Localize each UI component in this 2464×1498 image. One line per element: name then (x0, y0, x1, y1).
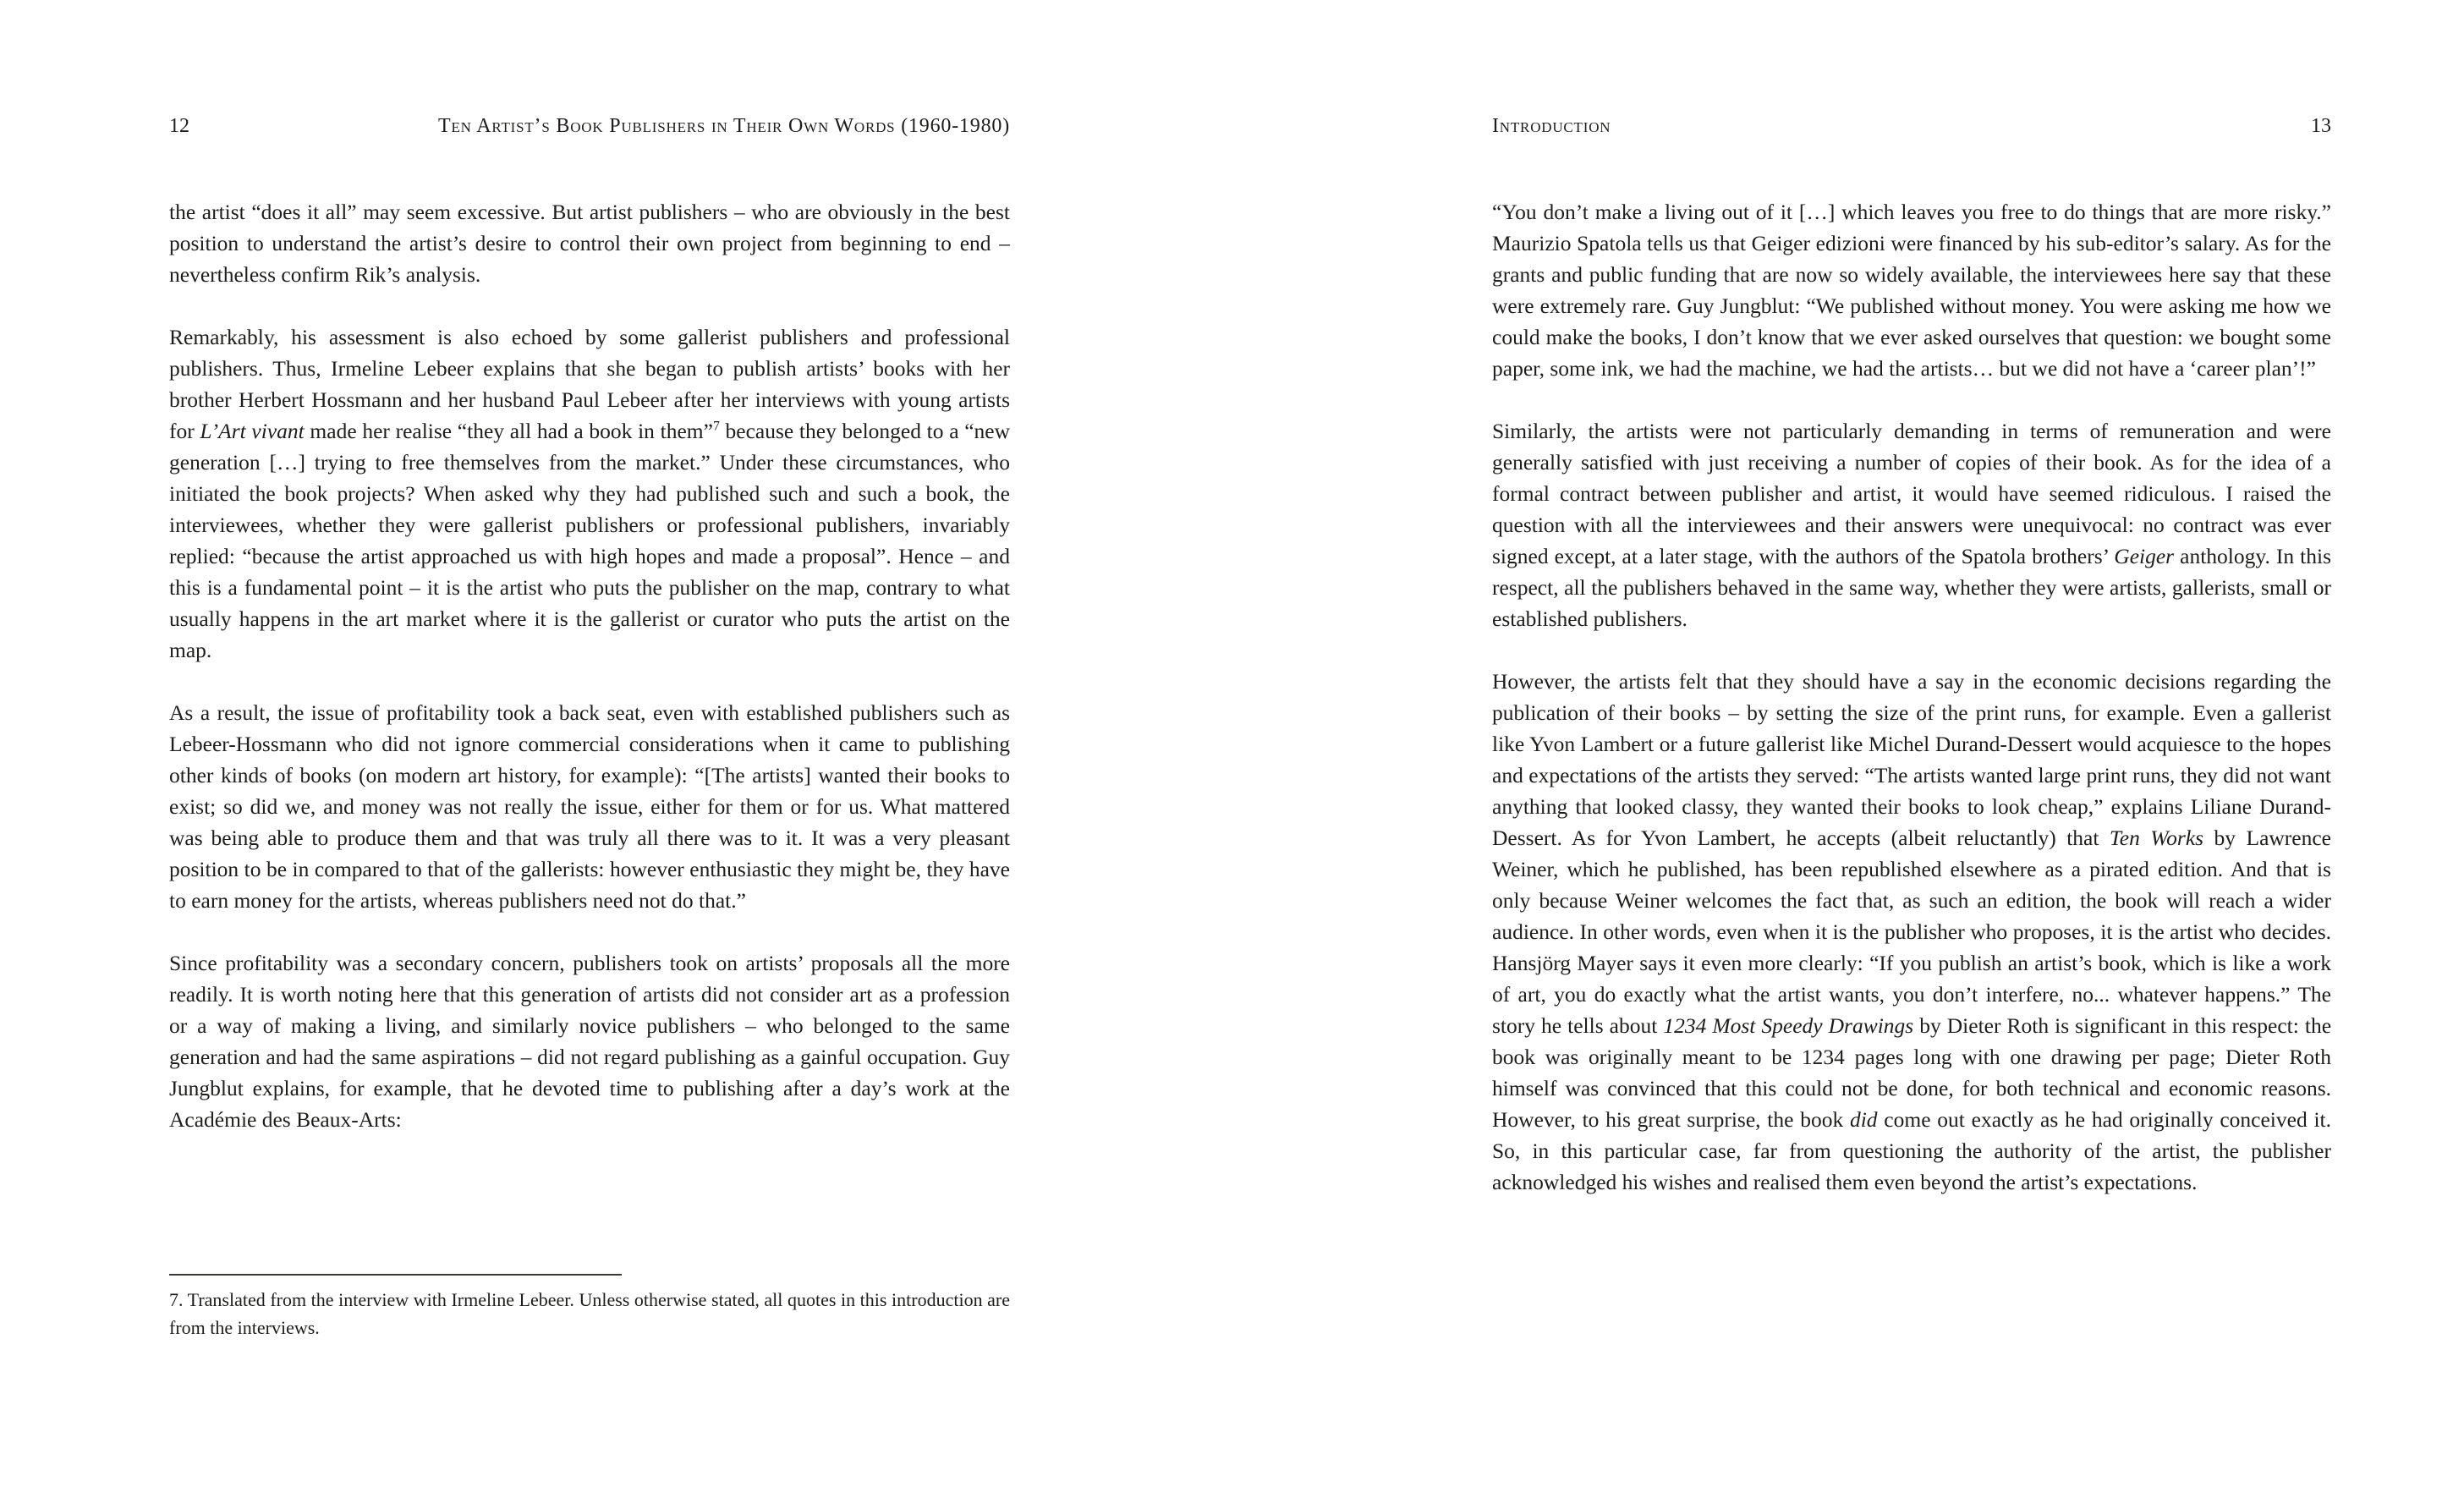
text-run: by Dieter Roth is significant in this respect: the book was originally meant to be 1234 pages long with one drawing per page; Dieter Roth himself was convinced that this could not be done, for both technical and economic reasons. However, to his great surprise, the book (1492, 1013, 2332, 1132)
paragraph (169, 321, 1010, 666)
page-number-right: 13 (2311, 115, 2331, 137)
paragraph (169, 947, 1010, 1135)
text-run: Since profitability was a secondary concern, publishers took on artists’ proposals all the more readily. It is worth noting here that this generation of artists did not consider art as a profession or a way of making a living, and similarly novice publishers – who belonged to the same generation and had the same aspirations – did not regard publishing as a gainful occupation. Guy Jungblut explains, for example, that he devoted time to publishing after a day’s work at the Académie des Beaux-Arts: (169, 951, 1010, 1132)
italic-text-run: 1234 Most Speedy Drawings (1663, 1013, 1914, 1038)
text-run: Similarly, the artists were not particularly demanding in terms of remuneration and were generally satisfied with just receiving a number of copies of their book. As for the idea of a formal contract between publisher and artist, it would have seemed ridiculous. I raised the question with all the interviewees and their answers were unequivocal: no contract was ever signed except, at a later stage, with the authors of the Spatola brothers’ (1492, 419, 2331, 568)
left-page-header (169, 113, 1010, 139)
paragraph (1492, 196, 2331, 384)
text-run: 7. Translated from the interview with Irmeline Lebeer. Unless otherwise stated, all quotes in this introduction are from the interviews. (169, 1289, 1010, 1338)
italic-text-run: did (1849, 1107, 1878, 1132)
text-run: As a result, the issue of profitability took a back seat, even with established publishers such as Lebeer-Hossmann who did not ignore commercial considerations when it came to publishing other kinds of books (on modern art history, for example): “[The artists] wanted their books to exist; so did we, and money was not really the issue, either for them or for us. What mattered was being able to produce them and that was truly all there was to it. It was a very pleasant position to be in compared to that of the gallerists: however enthusiastic they might be, they have to earn money for the artists, whereas publishers need not do that.” (169, 700, 1010, 913)
running-head-left: Ten Artist’s Book Publishers in Their Own Words (1960-1980) (438, 115, 1010, 137)
left-page-body (169, 196, 1010, 1135)
left-page (169, 0, 1010, 1498)
text-run: anthology. In this respect, all the publishers behaved in the same way, whether they were artists, gallerists, small or established publishers. (1492, 544, 2331, 631)
text-run: “You don’t make a living out of it […] which leaves you free to do things that are more risky.” Maurizio Spatola tells us that Geiger edizioni were financed by his sub-editor’s salary. As for the grants and public funding that are now so widely available, the interviewees here say that these were extremely rare. Guy Jungblut: “We published without money. You were asking me how we could make the books, I don’t know that we ever asked ourselves that question: we bought some paper, some ink, we had the machine, we had the artists… but we did not have a ‘career plan’!” (1492, 200, 2331, 381)
right-page-body (1492, 196, 2331, 1198)
footnote-rule (169, 1274, 622, 1276)
text-run: come out exactly as he had originally conceived it. So, in this particular case, far from questioning the authority of the artist, the publisher acknowledged his wishes and realised them even beyond the artist’s expectations. (1492, 1107, 2331, 1194)
paragraph (1492, 666, 2331, 1198)
page-number-left: 12 (169, 115, 189, 137)
footnote-block (169, 1274, 1010, 1342)
text-run: However, the artists felt that they should have a say in the economic decisions regarding the publication of their books – by setting the size of the print runs, for example. Even a gallerist like Yvon Lambert or a future gallerist like Michel Durand-Dessert would acquiesce to the hopes and expectations of the artists they served: “The artists wanted large print runs, they did not want anything that looked classy, they wanted their books to look cheap,” explains Liliane Durand-Dessert. As for Yvon Lambert, he accepts (albeit reluctantly) that (1492, 669, 2331, 850)
italic-text-run: Ten Works (2109, 826, 2204, 850)
right-page-header (1492, 113, 2331, 139)
running-head-right: Introduction (1492, 115, 1611, 137)
paragraph (169, 196, 1010, 290)
text-run: because they belonged to a “new generation […] trying to free themselves from the market.” Under these circumstances, who initiated the book projects? When asked why they had published such and such a book, the interviewees, whether they were gallerist publishers or professional publishers, invariably replied: “because the artist approached us with high hopes and made a proposal”. Hence – and this is a fundamental point – it is the artist who puts the publisher on the map, contrary to what usually happens in the art market where it is the gallerist or curator who puts the artist on the map. (169, 419, 1010, 662)
italic-text-run: Geiger (2114, 544, 2175, 568)
right-page (1492, 0, 2331, 1498)
paragraph (169, 697, 1010, 916)
text-run: by Lawrence Weiner, which he published, has been republished elsewhere as a pirated edition. And that is only because Weiner welcomes the fact that, as such an edition, the book will reach a wider audience. In other words, even when it is the publisher who proposes, it is the artist who decides. Hansjörg Mayer says it even more clearly: “If you publish an artist’s book, which is like a work of art, you do exactly what the artist wants, you don’t interfere, no... whatever happens.” The story he tells about (1492, 826, 2331, 1038)
text-run: the artist “does it all” may seem excessive. But artist publishers – who are obviously in the best position to understand the artist’s desire to control their own project from beginning to end – nevertheless confirm Rik’s analysis. (169, 200, 1010, 287)
footnote (169, 1286, 1010, 1342)
paragraph (1492, 415, 2331, 634)
text-run: made her realise “they all had a book in them” (304, 419, 713, 443)
paragraph (169, 1286, 1010, 1342)
italic-text-run: L’Art vivant (200, 419, 305, 443)
footnote-reference: 7 (712, 419, 720, 434)
text-run: Remarkably, his assessment is also echoed by some gallerist publishers and professional publishers. Thus, Irmeline Lebeer explains that she began to publish artists’ books with her brother Herbert Hossmann and her husband Paul Lebeer after her interviews with young artists for (169, 325, 1010, 443)
